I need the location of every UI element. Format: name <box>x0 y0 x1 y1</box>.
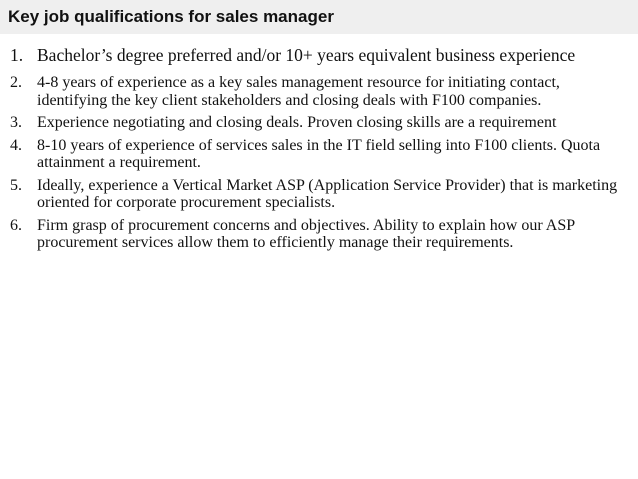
qualification-number-2: 2. <box>10 74 22 91</box>
qualification-number-1: 1. <box>10 45 24 65</box>
qualification-item-2 <box>0 74 638 109</box>
qualifications-list <box>0 43 638 257</box>
page-title: Key job qualifications for sales manager <box>8 7 334 26</box>
qualification-text-5: Ideally, experience a Vertical Market ASP (Application Service Provider) that is marketing oriented for corporate procurement specialists. <box>37 176 618 211</box>
qualification-item-5 <box>0 177 638 212</box>
title-bar <box>0 0 638 34</box>
qualification-number-5: 5. <box>10 176 22 194</box>
qualification-number-6: 6. <box>10 216 22 234</box>
qualification-text-3: Experience negotiating and closing deals. Proven closing skills are a requirement <box>37 114 557 131</box>
qualification-number-4: 4. <box>10 136 22 154</box>
qualification-item-1 <box>0 43 638 68</box>
qualification-text-6: Firm grasp of procurement concerns and objectives. Ability to explain how our ASP procurement services allow them to efficiently manage their requirements. <box>37 216 575 251</box>
qualification-text-4: 8-10 years of experience of services sales in the IT field selling into F100 clients. Quota attainment a requirement. <box>37 136 601 171</box>
qualification-item-3 <box>0 114 638 132</box>
qualification-text-2: 4-8 years of experience as a key sales management resource for initiating contact, identifying the key client stakeholders and closing deals with F100 companies. <box>37 74 560 109</box>
qualification-item-4 <box>0 137 638 172</box>
qualification-number-3: 3. <box>10 114 22 131</box>
qualification-text-1: Bachelor’s degree preferred and/or 10+ years equivalent business experience <box>37 45 576 65</box>
qualification-item-6 <box>0 217 638 252</box>
